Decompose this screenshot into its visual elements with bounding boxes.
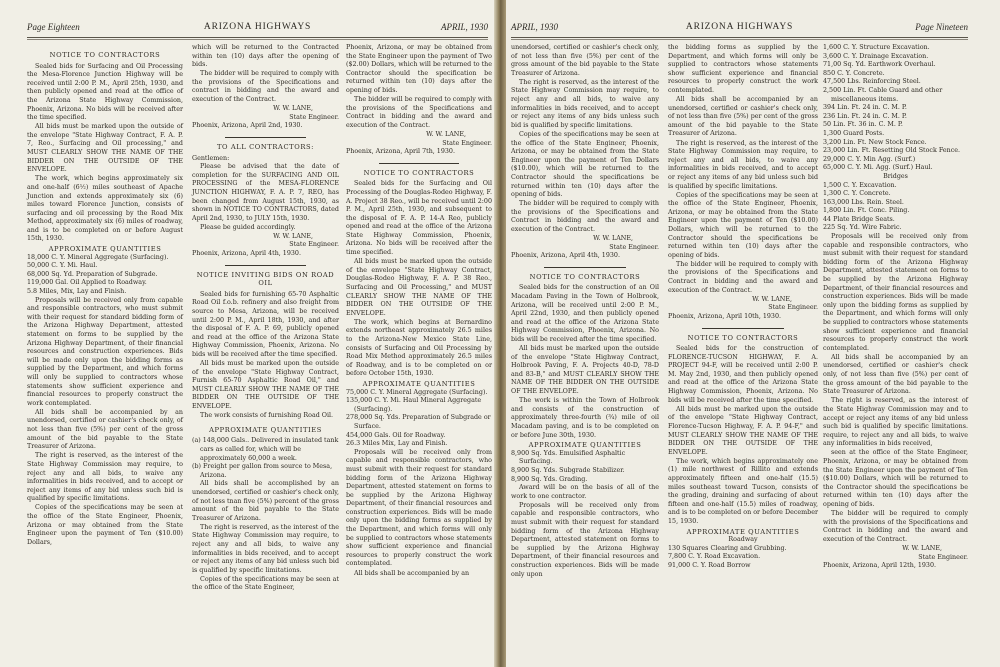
paragraph: seen at the office of the State Engineer, Phoenix, Arizona, or may be obtained from the State Engineer upon the payment of Ten ($10.00) Dollars, which will be returned to the Contractor should the specifications be returned within ten (10) days after the opening of bids.: [823, 449, 968, 508]
quantity-item: (b) Freight per gallon from source to Mesa, Arizona.: [192, 463, 333, 479]
section-heading: NOTICE TO CONTRACTORS: [49, 51, 161, 59]
quantity-item: 3,200 Lin. Ft. New Stock Fence.: [823, 138, 927, 146]
divider: [544, 267, 625, 268]
quantity-item: 44 Plate Bridge Seats.: [823, 215, 895, 223]
paragraph: Proposals will be received only from capable and responsible contractors, who must submit with their request for standard bidding form of the Arizona Highway Department, attested statement on forms to be supplied by the Arizona Highway Department, of their financial resources and construction experiences. Bids will be made only upon the bidding forms as supplied by the Department, and which forms will only be supplied to contractors whose statements show sufficient experience and financial resources to properly construct the work contemplated.: [346, 448, 492, 568]
quantity-item: 1,300 C. Y. Concrete.: [823, 190, 891, 198]
quantity-item: 2,500 Lin. Ft. Cable Guard and other miscellaneous items.: [823, 86, 943, 103]
quantity-item: 91,000 C. Y. Road Borrow: [668, 561, 751, 569]
paragraph: All bids must be marked upon the outside of the envelope "State Highway Contract, Furnish 65-70 Asphaltic Road Oil," and MUST CLEARLY SHOW THE NAME OF THE BIDDER ON THE OUTSIDE OF THE ENVELOPE.: [192, 360, 339, 411]
paragraph-continued: which will be returned to the Contracted within ten (10) days after the opening of bids.: [192, 44, 339, 69]
quantity-item: 119,000 Gal. Oil Applied to Roadway.: [27, 279, 147, 287]
section-heading: NOTICE TO CONTRACTORS: [363, 168, 475, 177]
running-head: [511, 22, 968, 36]
divider: [225, 265, 306, 266]
paragraph: Sealed bids for the construction of FLORENCE-TUCSON HIGHWAY, F. A. PROJECT 94-F, will be received until 2:00 P. M. May 2nd, 1930, and then publicly opened and read at the office of the Arizona State Highway Commission, Phoenix, Arizona. No bids will be received after the time specified.: [668, 345, 818, 404]
paragraph: The bidder will be required to comply with the provisions of the Specifications and Contract in bidding and the award and execution of the Contract.: [668, 260, 818, 294]
running-head: [27, 22, 488, 36]
signature-title: State Engineer.: [289, 113, 339, 121]
quantity-item: 163,000 Lbs. Rein. Steel.: [823, 198, 904, 206]
quantity-item: 68,000 Sq. Yd. Preparation of Subgrade.: [27, 270, 158, 278]
dateline: Phoenix, Arizona, April 4th, 1930.: [192, 250, 301, 258]
quantity-item: 1,600 C. Y. Structure Excavation.: [823, 44, 930, 51]
quantity-item: 225 Sq. Yd. Wire Fabric.: [823, 224, 902, 232]
signature-title: State Engineer.: [918, 553, 968, 561]
paragraph: The right is reserved, as the interest of the State Highway Commission may require, to reject any and all bids, to waive any informalities in bids received, and to accept or reject any items of any bid unless such bid is qualified by specific limitations.: [668, 139, 818, 190]
subheading: Roadway: [728, 536, 758, 544]
signature-name: W. W. LANE,: [752, 295, 792, 303]
paragraph: Proposals will be received only from capable and responsible contractors, who must submit with their request for standard bidding form of the Arizona Highway Department, attested statement on forms to be supplied by the Arizona Highway Department, of their financial resources and construction experiences. Bids will be made only upon the bidding forms as supplied by the Department, and which forms will only be supplied to contractors whose statements show sufficient experience and financial resources to properly construct the work contemplated.: [27, 296, 183, 407]
paragraph: All bids must be marked upon the outside of the envelope "State Highway Contract, Holbrook Paving, F. A. Projects 40-D, 78-D and 83-B," and MUST CLEARLY SHOW THE NAME OF THE BIDDER ON THE OUTSIDE OF THE ENVELOPE.: [511, 345, 659, 396]
quantity-item: 75,000 C. Y. Mineral Aggregate (Surfacing).: [346, 388, 488, 396]
paragraph: All bids shall be accomplished by an unendorsed, certified or cashier's check only, of not less tnan five (5%) percent of the gross amount of the bid payable to the State Treasurer of Arizona.: [192, 480, 339, 522]
paragraph: All bids shall be accompanied by an unendorsed, certified or cashier's check only, of not less than five (5%) per cent of the gross amount of the bid payable to the State Treasurer of Arizona.: [823, 353, 968, 396]
quantity-item: 8,900 Sq. Yds. Grading.: [511, 475, 588, 483]
paragraph: The bidder will be required to comply with the provisions of the Specifications and Contract in bidding and the award and execution of the Contract.: [346, 96, 492, 129]
signature-name: W. W. LANE,: [426, 130, 466, 138]
dateline: Phoenix, Arizona, April 4th, 1930.: [511, 252, 620, 260]
paragraph-continued: unendorsed, certified or cashier's check only, of not less than five (5%) per cent of the gross amount of the bid payable to the State Treasurer of Arizona.: [511, 44, 659, 77]
page-nineteen: [503, 0, 1000, 667]
paragraph: Sealed bids for the construction of an Oil Macadam Paving in the Town of Holbrook, Arizona, will be received until 2:00 P. M., April 22nd, 1930, and then publicly opened and read at the office of the Arizona State Highway Commission, Phoenix, Arizona. No bids will be received after the time specified.: [511, 284, 659, 343]
quantity-item: 130 Squares Clearing and Grubbing.: [668, 544, 787, 552]
page-number: Page Nineteen: [915, 22, 968, 32]
book-gutter: [494, 0, 506, 667]
paragraph: Please be guided accordingly.: [200, 223, 296, 231]
page-eighteen: [0, 0, 498, 667]
paragraph: Copies of the specifications may be seen at the office of the State Engineer, Phoenix, Arizona or may obtained from the State Engineer upon the payment of Ten ($10.00) Dollars,: [27, 504, 183, 546]
quantity-item: 50,000 C. Y. Mi. Haul.: [27, 262, 98, 270]
paragraph: The right is reserved, as the interest of the State Highway Commission may and to accept or reject any items of any bid unless such bid is qualified by specific limitations. require, to reject any and all bids, to waive any informalities in bids received,: [823, 397, 968, 448]
divider: [379, 163, 459, 164]
paragraph: The work is within the Town of Holbrook and consists of the construction of approximately three-fourth (¾) mile of oil Macadam paving, and is to be completed on or before June 30th, 1930.: [511, 397, 659, 439]
section-heading: NOTICE TO CONTRACTORS: [687, 333, 799, 342]
paragraph: All bids shall be accompanied by an unendorsed, certified or cashier's check only, of not less than five (5%) per cent of the gross amount of the bid payable to the State Treasurer of Arizona.: [27, 408, 183, 451]
paragraph: The work consists of furnishing Road Oil.: [200, 412, 334, 420]
signature-title: State Engineer.: [289, 241, 339, 249]
magazine-title: ARIZONA HIGHWAYS: [203, 22, 312, 32]
signature-name: W. W. LANE,: [902, 544, 942, 552]
quantity-item: (a) 148,000 Gals.. Delivered in insulated tank cars as called for, which will be approximately 60,000 a week.: [192, 437, 339, 462]
paragraph: Award will be on the basis of all of the work to one contractor.: [511, 484, 659, 500]
section-heading: TO ALL CONTRACTORS:: [216, 142, 314, 151]
paragraph-continued: Phoenix, Arizona, or may be obtained from the State Engineer upon the payment of Two ($2.00) Dollars, which will be returned to the Contractor should the specification be returned within ten (10) days after the opening of bids.: [346, 44, 492, 94]
paragraph: All bids must be marked upon the outside of the envelope "State Highway Contract, Douglas-Rodeo Highway, F. A. P. 38 Reo., Surfacing and Oil Processing," and MUST CLEARLY SHOW THE NAME OF THE BIDDER ON THE OUTSIDE OF THE ENVELOPE.: [346, 258, 492, 317]
quantity-item: 3,600 C. Y. Drainage Excavation.: [823, 52, 929, 60]
quantity-item: 278,000 Sq. Yds. Preparation of Subgrade or Surface.: [346, 414, 491, 430]
quantity-item: 50 Lin. Ft. 36 in. C. M. P.: [823, 121, 903, 129]
signature-title: State Engineer.: [609, 243, 659, 251]
section-heading: APPROXIMATE QUANTITIES: [209, 425, 322, 434]
signature-name: W. W. LANE,: [273, 105, 313, 113]
divider: [225, 137, 306, 138]
magazine-title: ARIZONA HIGHWAYS: [685, 22, 794, 32]
paragraph: The work, which begins approximately one (1) mile northwest of Rillito and extends approximately fifteen and one-half (15.5) miles southeast toward Tucson, consists of the grading, draining and surfacing of about fifteen and one-half (15.5) miles of roadway, and is to be completed on or before December 15, 1930.: [668, 457, 818, 525]
paragraph: The bidder will be required to comply with the provisions of the Specifications and Contract in bidding and the award and execution of the Contract.: [823, 510, 968, 543]
dateline: Phoenix, Arizona, April 2nd, 1930.: [192, 122, 303, 130]
quantity-item: 7,800 C. Y. Road Excavation.: [668, 553, 761, 561]
quantity-item: 18,000 C. Y. Mineral Aggregate (Surfacing).: [27, 253, 169, 261]
dateline: Phoenix, Arizona, April 12th, 1930.: [823, 562, 937, 570]
paragraph: All bids shall be accompanied by an unendorsed, certified or cashier's check only, of not less than five (5%) per cent of the gross amount of the bid payable to the State Treasurer of Arizona.: [668, 96, 818, 138]
text-column: [511, 44, 659, 580]
paragraph: The right is reserved, as the interest of the State Highway Commission may require, to reject any and all bids, to waive any informalities in bids received, and to accept or reject any items of any bid unless such bid is qualified by specific limitations.: [27, 452, 183, 503]
dateline: Phoenix, Arizona, April 10th, 1930.: [668, 312, 782, 320]
text-column: [346, 44, 492, 579]
section-heading: APPROXIMATE QUANTITIES: [528, 441, 642, 450]
paragraph: All bids shall be accompanied by an: [354, 569, 470, 577]
quantity-item: 454,000 Gals. Oil for Roadway.: [346, 431, 446, 439]
section-heading: APPROXIMATE QUANTITIES: [48, 245, 162, 254]
quantity-item: 26.3 Miles Mix, Lay and Finish.: [346, 440, 448, 448]
quantity-item: 23,000 Lin. Ft. Resetting Old Stock Fence.: [823, 147, 961, 155]
paragraph: Copies of the specifications may be seen at the office of the State Engineer,: [192, 575, 339, 592]
subheading: Bridges: [883, 172, 908, 180]
section-heading: NOTICE INVITING BIDS ON ROAD OIL: [196, 270, 335, 288]
quantity-item: 8,900 Sq. Yds. Emulsified Asphaltic Surfacing.: [511, 449, 626, 466]
text-column: [668, 44, 818, 571]
quantity-item: 71,00 Sq. Yd. Earthwork Overhaul.: [823, 61, 936, 69]
quantity-item: 1,500 C. Y. Excavation.: [823, 181, 897, 189]
paragraph: Copies of the specifications may be seen at the office of the State Engineer, Phoenix, Arizona, or may be obtained from the State Engineer upon the payment of Ten Dollars ($10.00), which will be returned to the Contractor should the specifications be returned within ten (10) days after the opening of bids.: [511, 130, 659, 199]
paragraph-continued: the bidding forms as supplied by the Department, and which forms will only be supplied to contractors whose statements show sufficient experience and financial resources to properly construct the work contemplated.: [668, 44, 818, 94]
paragraph: All bids must be marked upon the outside of the envelope "State Highway Contract, F. A. P. 7, Reo., Surfacing and Oil processing," and MUST CLEARLY SHOW THE NAME OF THE BIDDER ON THE OUTSIDE OF THE ENVELOPE.: [27, 123, 183, 174]
paragraph: The right is reserved, as the interest of the State Highway Commission may require, to reject any and all bids, to waive any informalities in bids received, and to accept or reject any items of any bid unless such bid is qualified by specific limitations.: [192, 523, 339, 574]
header-rule: [27, 37, 488, 40]
header-rule: [511, 37, 968, 40]
paragraph: Sealed bids for furnishing 65-70 Asphaltic Road Oil f.o.b. refinery and also freight from source to Mesa, Arizona, will be received until 2:00 P. M., April 18th, 1930, and after the disposal of F. A. P. 69, publicly opened and read at the office of the Arizona State Highway Commission, Phoenix, Arizona. No bids will be received after the time specified.: [192, 290, 339, 358]
signature-name: W. W. LANE,: [593, 235, 633, 243]
dateline: Phoenix, Arizona, April 7th, 1930.: [346, 148, 455, 156]
quantity-item: 65,000 C. Y. Mi. Agg. (Surf.) Haul.: [823, 164, 933, 172]
signature-name: W. W. LANE,: [273, 232, 313, 240]
paragraph: Copies of the specifications may be seen at the office of the State Engineer, Phoenix, Arizona, or may be obtained from the State Engineer upon the payment of Ten ($10.00) Dollars, which will be returned to the Contractor should the specifications be returned within ten (10) days after the opening of bids.: [668, 191, 818, 259]
paragraph: Sealed bids for the Surfacing and Oil Processing of the Douglas-Rodeo Highway, F. A. Project 38 Reo., will be received until 2:00 P. M., April 25th, 1930, and subsequent to the disposal of F. A. P. 14-A Reo, publicly opened and read at the office of the Arizona State Highway Commission, Phoenix, Arizona. No bids will be received after the time specified.: [346, 180, 492, 257]
paragraph: Please be advised that the date of completion for the SURFACING AND OIL PROCESSING of the MESA-FLORENCE JUNCTION HIGHWAY, F. A. P. 7, REO, has been changed from August 15th, 1930, as shown in NOTICE TO CONTRACTORS, dated April 2nd, 1930, to JULY 15th, 1930.: [192, 163, 339, 222]
salutation: Gentlemen:: [192, 154, 230, 162]
issue-date: APRIL, 1930: [441, 22, 488, 32]
signature-title: State Engineer.: [442, 139, 492, 147]
text-column: [192, 44, 339, 594]
quantity-item: 1,800 Lin. Ft. Conc. Piling.: [823, 207, 910, 215]
paragraph: Sealed bids for Surfacing and Oil Processing the Mesa-Florence Junction Highway will be received until 2:00 P. M., April 25th, 1930, and then publicly opened and read at the office of the Arizona State Highway Commission, Phoenix, Arizona. No bids will be received after the time specified.: [27, 62, 183, 122]
paragraph: Proposals will be received only from capable and responsible contractors, who must submit with their request for standard bidding form of the Arizona Highway Department, attested statement on forms to be supplied by the Arizona Highway Department, of their financial resources and construction experiences. Bids will be made only upon the bidding forms as supplied by the Department, and which forms will only be supplied to contractors whose statements show sufficient experience and financial resources to properly construct the work contemplated.: [823, 233, 968, 352]
quantity-item: 47,500 Lbs. Reinforcing Steel.: [823, 78, 921, 86]
quantity-item: 29,000 C. Y. Min Agg. (Surf.): [823, 155, 916, 163]
divider: [702, 328, 785, 329]
quantity-item: 236 Lin. Ft. 24 in. C. M. P.: [823, 112, 907, 120]
quantity-item: 5.8 Miles, Mix, Lay and Finish.: [27, 288, 127, 296]
page-number: Page Eighteen: [27, 22, 80, 32]
paragraph: Proposals will be received only from capable and responsible contractors, who must submit with their request for standard bidding form of the Arizona Highway Department, attested statement on forms to be supplied by the Arizona Highway Department, of their financial resources and construction experiences. Bids will be made only upon: [511, 501, 659, 578]
text-column: [27, 46, 183, 548]
quantity-item: 8,900 Sq. Yds. Subgrade Stabilizer.: [511, 466, 625, 474]
paragraph: The bidder will be required to comply with the provisions of the Specifications and contract in bidding and the award and execution of the Contract.: [192, 70, 339, 104]
quantity-item: 394 Lin. Ft. 24 in. C. M. P.: [823, 104, 907, 112]
quantity-item: 850 C. Y. Concrete.: [823, 69, 885, 77]
issue-date: APRIL, 1930: [511, 22, 558, 32]
signature-title: State Engineer.: [768, 304, 818, 312]
quantity-item: 1,300 Guard Posts.: [823, 129, 885, 137]
paragraph: All bids must be marked upon the outside of the envelope "State Highway Contract, Florence-Tucson Highway, F. A. P. 94-F," and MUST CLEARLY SHOW THE NAME OF THE BIDDER ON THE OUTSIDE OF THE ENVELOPE.: [668, 405, 818, 456]
text-column: [823, 44, 968, 571]
section-heading: APPROXIMATE QUANTITIES: [362, 379, 476, 388]
quantity-item: 135,000 C. Y. Mi. Haul Mineral Aggregate (Surfacing).: [346, 397, 482, 413]
paragraph: The bidder will be required to comply with the provisions of the Specifications and Contract in bidding and the award and execution of the Contract.: [511, 200, 659, 233]
section-heading: NOTICE TO CONTRACTORS: [529, 272, 641, 281]
paragraph: The work, which begins at Bernardino extends northeast approximately 26.5 miles to the Arizona-New Mexico State Line, consists of Surfacing and Oil Processing by Road Mix Method approximately 26.5 miles of Roadway, and is to be completed on or before October 15th, 1930.: [346, 318, 492, 378]
paragraph: The right is reserved, as the interest of the State Highway Commission may require, to reject any and all bids, to waive any informalities in bids received, and to accept or reject any items of any bids unless such bid is qualified by specific limitations.: [511, 78, 659, 129]
section-heading: APPROXIMATE QUANTITIES: [686, 527, 800, 536]
paragraph: The work, which begins approximately six and one-half (6½) miles southeast of Apache Junction and extends approximately six (6) miles toward Florence Junction, consists of surfacing and oil processing by the Road Mix Method, approximately six (6) miles of roadway, and is to be completed on or before August 15th, 1930.: [27, 175, 183, 243]
